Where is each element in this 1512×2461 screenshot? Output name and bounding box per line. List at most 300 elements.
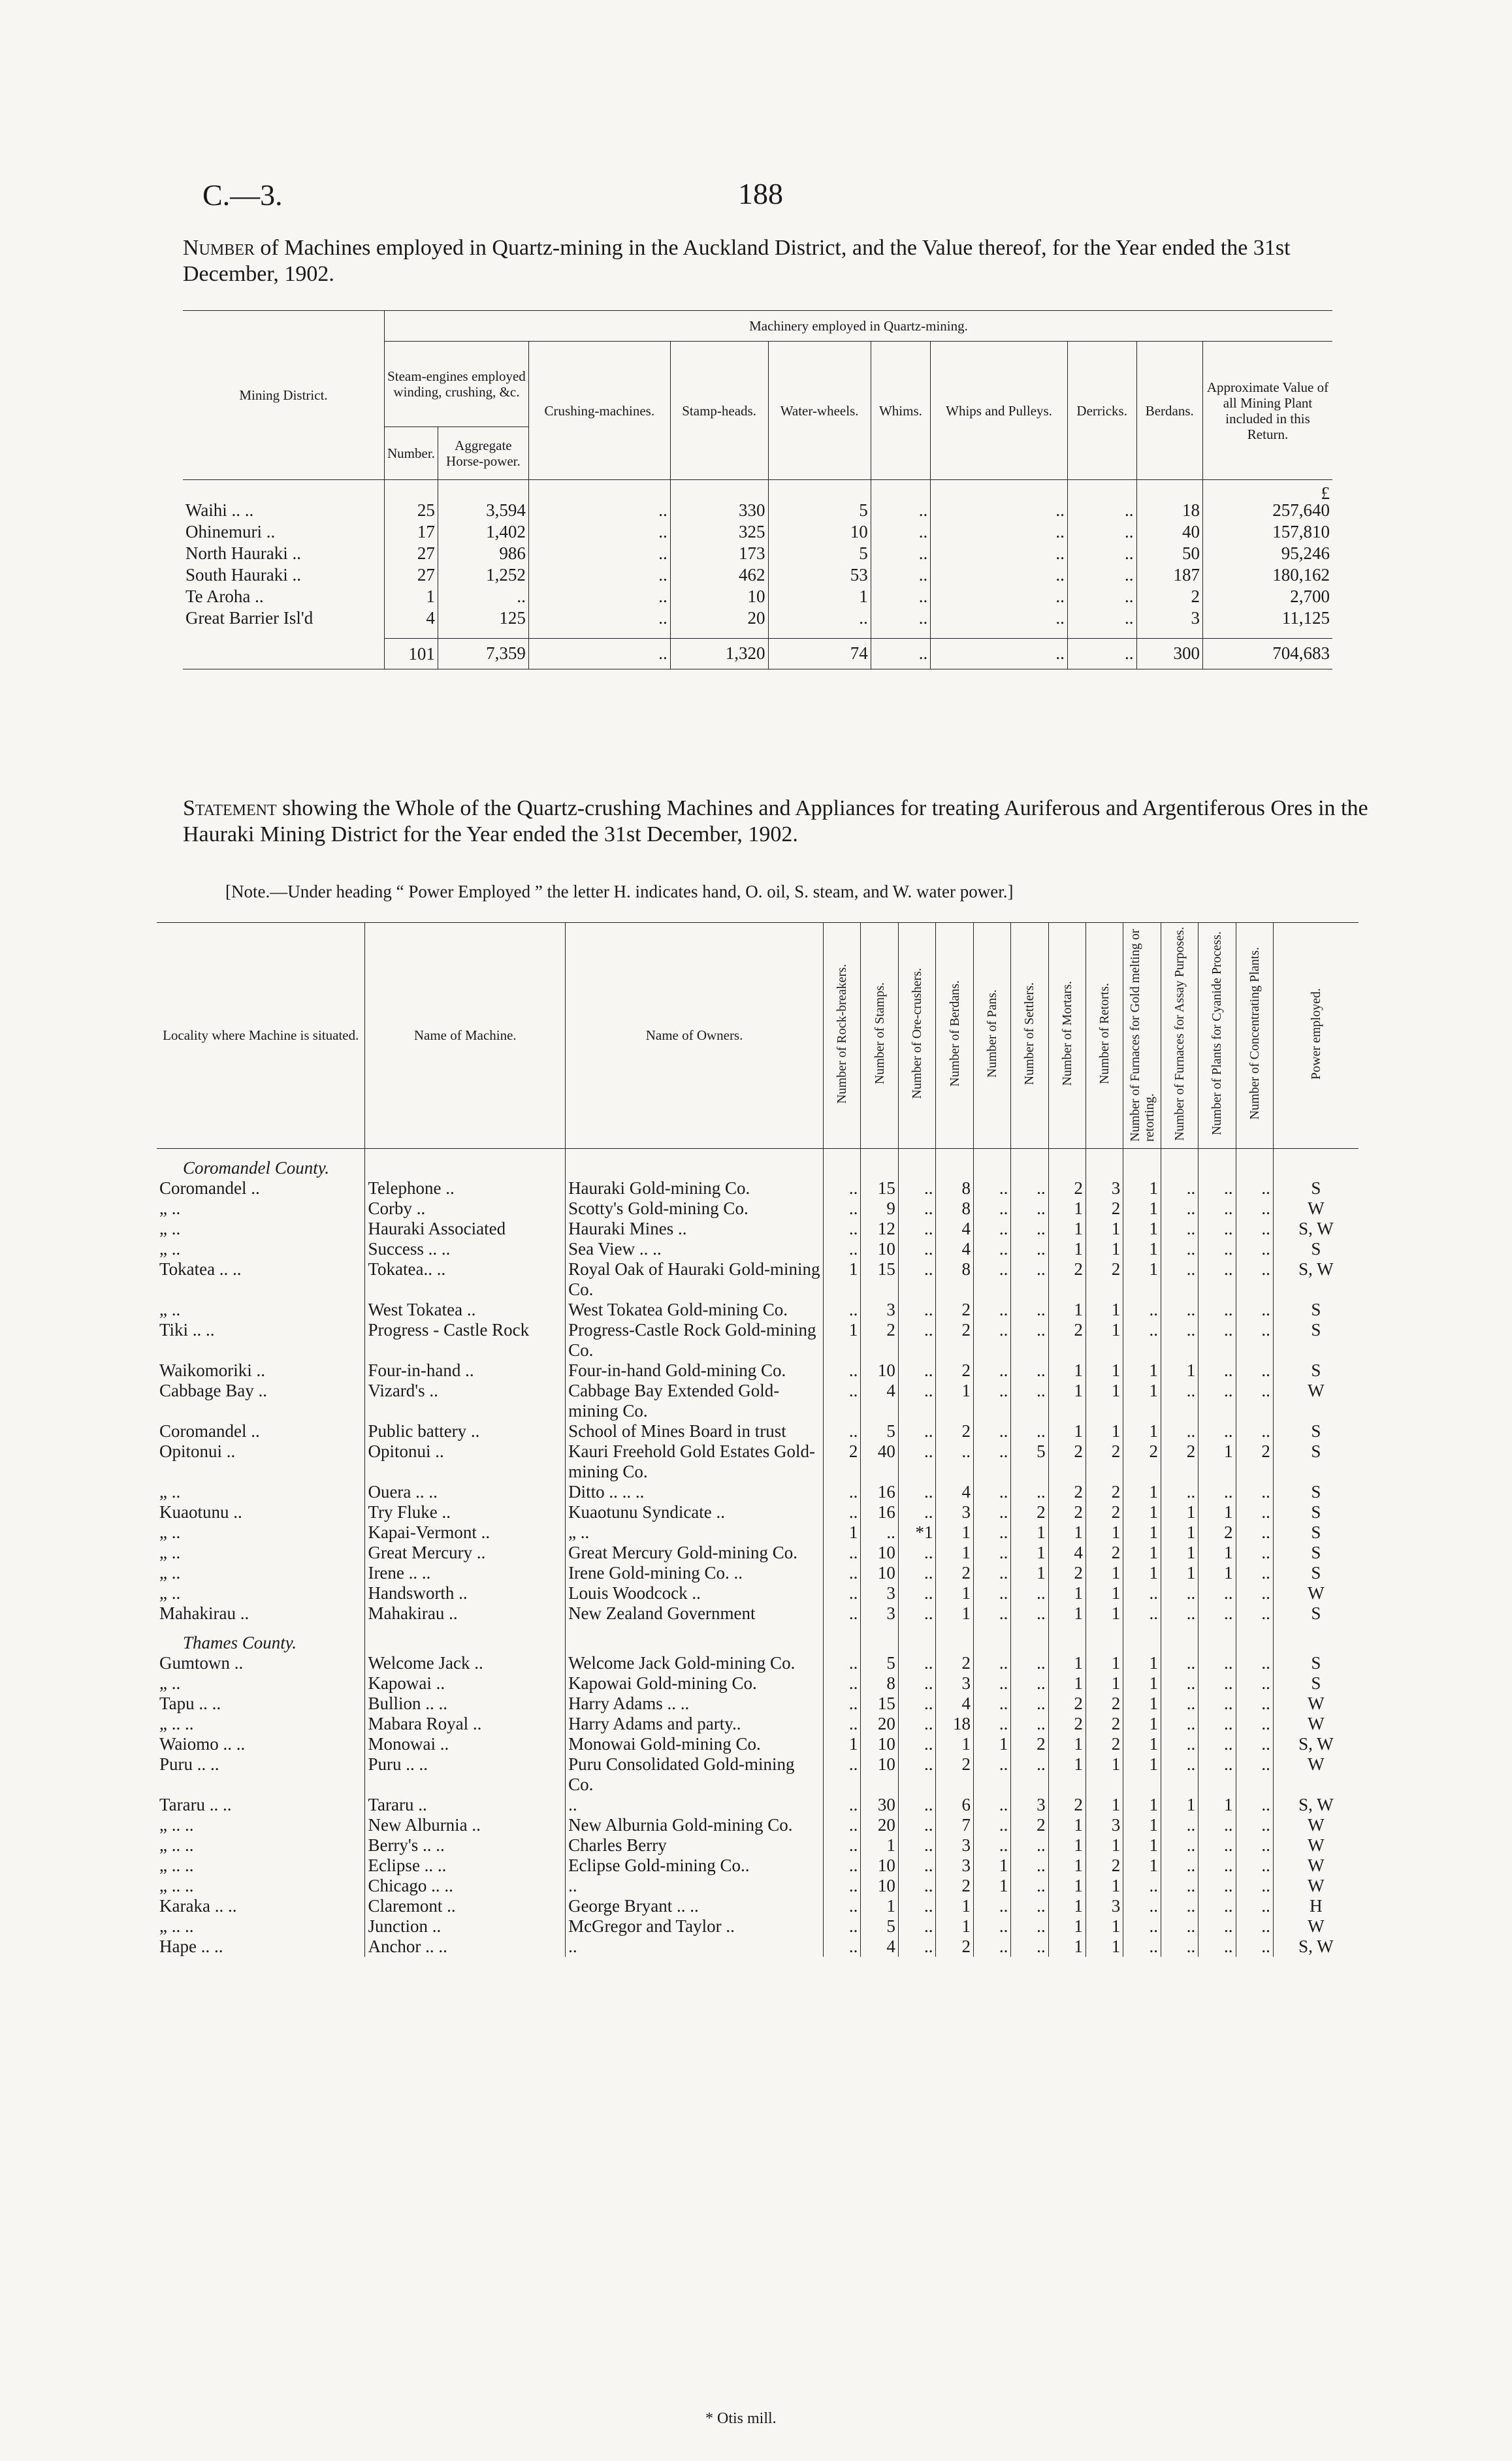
col-mortars: Number of Mortars. bbox=[1059, 981, 1074, 1086]
value-cell: .. bbox=[824, 1482, 861, 1502]
value-cell: .. bbox=[1198, 1815, 1236, 1835]
value-cell: .. bbox=[1123, 1896, 1161, 1916]
value-cell: .. bbox=[974, 1583, 1011, 1603]
value-cell: 1 bbox=[1123, 1421, 1161, 1441]
table-row bbox=[157, 1219, 1359, 1239]
value-cell: .. bbox=[1236, 1673, 1273, 1694]
value-cell: 1 bbox=[1161, 1502, 1198, 1522]
value-cell: 1 bbox=[974, 1856, 1011, 1876]
value-cell: .. bbox=[1123, 1916, 1161, 1937]
table-row: Ohinemuri .. 17 1,402 .. 325 10 .. .. .. 40 157,810 bbox=[183, 521, 1332, 543]
table-row bbox=[157, 1239, 1359, 1259]
table1-title bbox=[183, 235, 1332, 287]
value-cell: .. bbox=[974, 1835, 1011, 1856]
machine-cell: Vizard's .. bbox=[365, 1381, 566, 1421]
value-cell: 1 bbox=[824, 1320, 861, 1360]
locality-cell: Puru .. .. bbox=[159, 1754, 219, 1774]
table-row bbox=[157, 1603, 1359, 1624]
value-cell: 10 bbox=[861, 1876, 899, 1896]
value-cell: .. bbox=[1236, 1502, 1273, 1522]
machine-cell: Ouera .. .. bbox=[365, 1482, 566, 1502]
value-cell: .. bbox=[1198, 1421, 1236, 1441]
value-cell: .. bbox=[1236, 1835, 1273, 1856]
value-cell: .. bbox=[1236, 1896, 1273, 1916]
value-cell: 2 bbox=[1048, 1563, 1086, 1583]
value-cell: .. bbox=[1161, 1239, 1198, 1259]
table-row: Te Aroha .. 1 .. .. 10 1 .. .. .. 2 2,700 bbox=[183, 586, 1332, 607]
col-orecrushers: Number of Ore-crushers. bbox=[910, 968, 925, 1099]
value-cell: .. bbox=[974, 1502, 1011, 1522]
value-cell: 1 bbox=[1086, 1239, 1123, 1259]
value-cell: 8 bbox=[936, 1259, 974, 1300]
value-cell: .. bbox=[898, 1714, 936, 1734]
locality-cell: Tiki .. .. bbox=[159, 1320, 215, 1340]
value-cell: S bbox=[1273, 1320, 1359, 1360]
owner-cell: New Zealand Government bbox=[566, 1603, 824, 1624]
value-cell: .. bbox=[898, 1239, 936, 1259]
table-row bbox=[157, 1502, 1359, 1522]
value-cell: 1 bbox=[1048, 1360, 1086, 1381]
machine-cell: Monowai .. bbox=[365, 1734, 566, 1754]
value-cell: .. bbox=[861, 1522, 899, 1543]
value-cell: .. bbox=[824, 1714, 861, 1734]
value-cell: 10 bbox=[861, 1360, 899, 1381]
value-cell: .. bbox=[1011, 1300, 1048, 1320]
value-cell: .. bbox=[974, 1563, 1011, 1583]
locality-cell: Karaka .. .. bbox=[159, 1896, 237, 1916]
value-cell: .. bbox=[1198, 1219, 1236, 1239]
value-cell: .. bbox=[974, 1198, 1011, 1219]
value-cell: .. bbox=[1198, 1694, 1236, 1714]
value-cell: .. bbox=[1161, 1694, 1198, 1714]
value-cell: 2 bbox=[1086, 1441, 1123, 1482]
value-cell: 1 bbox=[861, 1896, 899, 1916]
value-cell: 2 bbox=[1011, 1502, 1048, 1522]
locality-cell: „ .. bbox=[159, 1673, 181, 1693]
value-cell: 2 bbox=[1123, 1441, 1161, 1482]
value-cell: .. bbox=[1236, 1259, 1273, 1300]
value-cell: .. bbox=[974, 1239, 1011, 1259]
value-cell: .. bbox=[974, 1543, 1011, 1563]
value-cell: 1 bbox=[1048, 1421, 1086, 1441]
value-cell: .. bbox=[1161, 1835, 1198, 1856]
machine-cell: Eclipse .. .. bbox=[365, 1856, 566, 1876]
value-cell: 1 bbox=[1123, 1856, 1161, 1876]
value-cell: .. bbox=[1011, 1673, 1048, 1694]
locality-cell: „ .. .. bbox=[159, 1856, 194, 1875]
value-cell: .. bbox=[1236, 1198, 1273, 1219]
value-cell: .. bbox=[1161, 1673, 1198, 1694]
group-header: Machinery employed in Quartz-mining. bbox=[385, 311, 1333, 342]
value-cell: .. bbox=[1198, 1937, 1236, 1957]
value-cell: .. bbox=[1198, 1300, 1236, 1320]
value-cell: .. bbox=[1011, 1259, 1048, 1300]
value-cell: 1 bbox=[1086, 1795, 1123, 1815]
value-cell: S bbox=[1273, 1502, 1359, 1522]
value-cell: .. bbox=[1161, 1320, 1198, 1360]
value-cell: 2 bbox=[1086, 1482, 1123, 1502]
value-cell: .. bbox=[1161, 1300, 1198, 1320]
value-cell: 1 bbox=[1048, 1937, 1086, 1957]
value-cell: .. bbox=[898, 1178, 936, 1198]
machine-cell: Hauraki Associated bbox=[365, 1219, 566, 1239]
value-cell: 5 bbox=[861, 1916, 899, 1937]
col-berdans2: Number of Berdans. bbox=[947, 980, 962, 1087]
value-cell: .. bbox=[898, 1441, 936, 1482]
value-cell: 2 bbox=[936, 1937, 974, 1957]
machine-cell: Handsworth .. bbox=[365, 1583, 566, 1603]
table-row bbox=[157, 1178, 1359, 1198]
owner-cell: Sea View .. .. bbox=[566, 1239, 824, 1259]
value-cell: .. bbox=[1161, 1259, 1198, 1300]
value-cell: 10 bbox=[861, 1239, 899, 1259]
value-cell: 1 bbox=[1123, 1714, 1161, 1734]
value-cell: .. bbox=[1236, 1543, 1273, 1563]
machine-cell: Success .. .. bbox=[365, 1239, 566, 1259]
table-row bbox=[157, 1583, 1359, 1603]
machine-cell: New Alburnia .. bbox=[365, 1815, 566, 1835]
value-cell: .. bbox=[898, 1543, 936, 1563]
value-cell: .. bbox=[1011, 1603, 1048, 1624]
value-cell: 2 bbox=[1011, 1734, 1048, 1754]
value-cell: .. bbox=[1198, 1583, 1236, 1603]
owner-cell: Great Mercury Gold-mining Co. bbox=[566, 1543, 824, 1563]
locality-cell: „ .. bbox=[159, 1482, 181, 1502]
value-cell: .. bbox=[1161, 1583, 1198, 1603]
value-cell: .. bbox=[936, 1441, 974, 1482]
value-cell: .. bbox=[1198, 1916, 1236, 1937]
value-cell: .. bbox=[1011, 1714, 1048, 1734]
value-cell: .. bbox=[974, 1441, 1011, 1482]
value-cell: 3 bbox=[861, 1603, 899, 1624]
county-heading: Coromandel County. bbox=[183, 1158, 330, 1178]
owner-cell: Royal Oak of Hauraki Gold-mining Co. bbox=[566, 1259, 824, 1300]
value-cell: 1 bbox=[1198, 1543, 1236, 1563]
table-row bbox=[157, 1198, 1359, 1219]
value-cell: .. bbox=[1236, 1653, 1273, 1673]
value-cell: .. bbox=[1236, 1219, 1273, 1239]
value-cell: 1 bbox=[936, 1381, 974, 1421]
col-settlers: Number of Settlers. bbox=[1022, 982, 1037, 1086]
value-cell: 5 bbox=[861, 1421, 899, 1441]
owner-cell: Hauraki Mines .. bbox=[566, 1219, 824, 1239]
value-cell: 2 bbox=[1086, 1714, 1123, 1734]
value-cell: .. bbox=[824, 1300, 861, 1320]
col-rockbreakers: Number of Rock-breakers. bbox=[835, 963, 850, 1104]
locality-cell: Kuaotunu .. bbox=[159, 1502, 242, 1522]
value-cell: .. bbox=[1198, 1482, 1236, 1502]
value-cell: S bbox=[1273, 1673, 1359, 1694]
col-machine: Name of Machine. bbox=[365, 923, 566, 1149]
value-cell: 1 bbox=[936, 1896, 974, 1916]
value-cell: S bbox=[1273, 1360, 1359, 1381]
value-cell: 1 bbox=[1048, 1754, 1086, 1795]
value-cell: 1 bbox=[1161, 1360, 1198, 1381]
col-district: Mining District. bbox=[239, 387, 328, 403]
value-cell: .. bbox=[974, 1421, 1011, 1441]
value-cell: 2 bbox=[824, 1441, 861, 1482]
value-cell: 1 bbox=[1048, 1603, 1086, 1624]
value-cell: 1 bbox=[824, 1734, 861, 1754]
value-cell: 15 bbox=[861, 1259, 899, 1300]
value-cell: .. bbox=[1011, 1583, 1048, 1603]
value-cell: 1 bbox=[1123, 1835, 1161, 1856]
value-cell: W bbox=[1273, 1835, 1359, 1856]
table-row bbox=[157, 1916, 1359, 1937]
value-cell: 2 bbox=[1048, 1694, 1086, 1714]
value-cell: 1 bbox=[1048, 1815, 1086, 1835]
machine-cell: Tokatea.. .. bbox=[365, 1259, 566, 1300]
value-cell: 18 bbox=[936, 1714, 974, 1734]
value-cell: S bbox=[1273, 1300, 1359, 1320]
value-cell: 1 bbox=[936, 1916, 974, 1937]
value-cell: .. bbox=[1011, 1198, 1048, 1219]
machine-cell: Kapowai .. bbox=[365, 1673, 566, 1694]
value-cell: .. bbox=[898, 1198, 936, 1219]
value-cell: 1 bbox=[936, 1522, 974, 1543]
value-cell: .. bbox=[824, 1543, 861, 1563]
value-cell: W bbox=[1273, 1856, 1359, 1876]
value-cell: .. bbox=[974, 1603, 1011, 1624]
value-cell: .. bbox=[898, 1219, 936, 1239]
value-cell: .. bbox=[1011, 1856, 1048, 1876]
value-cell: .. bbox=[1236, 1360, 1273, 1381]
locality-cell: „ .. bbox=[159, 1300, 181, 1319]
value-cell: .. bbox=[898, 1381, 936, 1421]
value-cell: .. bbox=[824, 1381, 861, 1421]
value-cell: 20 bbox=[861, 1815, 899, 1835]
value-cell: .. bbox=[824, 1360, 861, 1381]
owner-cell: Monowai Gold-mining Co. bbox=[566, 1734, 824, 1754]
table-row bbox=[157, 1482, 1359, 1502]
value-cell: .. bbox=[974, 1896, 1011, 1916]
value-cell: 1 bbox=[1123, 1653, 1161, 1673]
value-cell: .. bbox=[1011, 1896, 1048, 1916]
locality-cell: Mahakirau .. bbox=[159, 1603, 249, 1623]
value-cell: 1 bbox=[1123, 1734, 1161, 1754]
value-cell: .. bbox=[974, 1916, 1011, 1937]
locality-cell: Tapu .. .. bbox=[159, 1694, 221, 1713]
power-note: [Note.—Under heading “ Power Employed ” the letter H. indicates hand, O. oil, S. steam, and W. water power.] bbox=[225, 882, 1014, 901]
value-cell: 1 bbox=[824, 1259, 861, 1300]
value-cell: .. bbox=[974, 1795, 1011, 1815]
locality-cell: „ .. .. bbox=[159, 1815, 194, 1835]
value-cell: .. bbox=[898, 1734, 936, 1754]
col-stamps: Number of Stamps. bbox=[872, 982, 887, 1085]
value-cell: .. bbox=[974, 1320, 1011, 1360]
value-cell: W bbox=[1273, 1815, 1359, 1835]
value-cell: 3 bbox=[936, 1856, 974, 1876]
value-cell: 1 bbox=[1048, 1381, 1086, 1421]
value-cell: S, W bbox=[1273, 1734, 1359, 1754]
value-cell: 1 bbox=[1123, 1259, 1161, 1300]
value-cell: 1 bbox=[1198, 1795, 1236, 1815]
value-cell: 16 bbox=[861, 1482, 899, 1502]
value-cell: .. bbox=[1161, 1856, 1198, 1876]
locality-cell: Coromandel .. bbox=[159, 1178, 260, 1198]
value-cell: 2 bbox=[1086, 1543, 1123, 1563]
owner-cell: Puru Consolidated Gold-mining Co. bbox=[566, 1754, 824, 1795]
table-row bbox=[157, 1360, 1359, 1381]
value-cell: 20 bbox=[861, 1714, 899, 1734]
value-cell: .. bbox=[898, 1795, 936, 1815]
locality-cell: „ .. .. bbox=[159, 1835, 194, 1855]
value-cell: .. bbox=[1161, 1876, 1198, 1896]
value-cell: .. bbox=[824, 1178, 861, 1198]
locality-cell: Waikomoriki .. bbox=[159, 1360, 266, 1380]
value-cell: 4 bbox=[936, 1219, 974, 1239]
value-cell: 1 bbox=[1161, 1563, 1198, 1583]
value-cell: .. bbox=[898, 1937, 936, 1957]
value-cell: S, W bbox=[1273, 1795, 1359, 1815]
value-cell: .. bbox=[974, 1522, 1011, 1543]
value-cell: .. bbox=[1198, 1178, 1236, 1198]
owner-cell: Harry Adams and party.. bbox=[566, 1714, 824, 1734]
value-cell: 1 bbox=[974, 1876, 1011, 1896]
value-cell: 1 bbox=[1123, 1795, 1161, 1815]
col-locality: Locality where Machine is situated. bbox=[157, 923, 365, 1149]
table-row bbox=[157, 1835, 1359, 1856]
value-cell: .. bbox=[824, 1583, 861, 1603]
crushing-machines-table bbox=[157, 922, 1359, 1957]
page-number: 188 bbox=[738, 177, 783, 210]
value-cell: .. bbox=[1198, 1896, 1236, 1916]
col-derricks: Derricks. bbox=[1067, 342, 1136, 480]
value-cell: .. bbox=[898, 1421, 936, 1441]
value-cell: 4 bbox=[936, 1239, 974, 1259]
owner-cell: Kuaotunu Syndicate .. bbox=[566, 1502, 824, 1522]
value-cell: 1 bbox=[1086, 1673, 1123, 1694]
value-cell: 1 bbox=[1123, 1178, 1161, 1198]
value-cell: 2 bbox=[1048, 1502, 1086, 1522]
value-cell: 2 bbox=[936, 1876, 974, 1896]
value-cell: 2 bbox=[1236, 1441, 1273, 1482]
value-cell: .. bbox=[898, 1259, 936, 1300]
value-cell: .. bbox=[1123, 1603, 1161, 1624]
value-cell: 2 bbox=[861, 1320, 899, 1360]
value-cell: 10 bbox=[861, 1856, 899, 1876]
value-cell: 2 bbox=[936, 1421, 974, 1441]
value-cell: .. bbox=[1236, 1178, 1273, 1198]
value-cell: 6 bbox=[936, 1795, 974, 1815]
col-number: Number. bbox=[385, 427, 438, 480]
value-cell: .. bbox=[898, 1876, 936, 1896]
value-cell: 3 bbox=[1086, 1815, 1123, 1835]
value-cell: 2 bbox=[936, 1754, 974, 1795]
value-cell: .. bbox=[824, 1198, 861, 1219]
value-cell: S bbox=[1273, 1522, 1359, 1543]
value-cell: .. bbox=[1236, 1421, 1273, 1441]
value-cell: 1 bbox=[936, 1603, 974, 1624]
owner-cell: „ .. bbox=[566, 1522, 824, 1543]
value-cell: .. bbox=[1236, 1381, 1273, 1421]
locality-cell: Opitonui .. bbox=[159, 1441, 236, 1461]
value-cell: .. bbox=[1161, 1916, 1198, 1937]
value-cell: .. bbox=[974, 1653, 1011, 1673]
value-cell: 1 bbox=[1123, 1198, 1161, 1219]
table-row: South Hauraki .. 27 1,252 .. 462 53 .. .. .. 187 180,162 bbox=[183, 564, 1332, 586]
value-cell: .. bbox=[974, 1714, 1011, 1734]
value-cell: W bbox=[1273, 1381, 1359, 1421]
value-cell: W bbox=[1273, 1198, 1359, 1219]
table-row bbox=[157, 1694, 1359, 1714]
value-cell: .. bbox=[898, 1603, 936, 1624]
value-cell: 4 bbox=[936, 1482, 974, 1502]
value-cell: S bbox=[1273, 1603, 1359, 1624]
table-row bbox=[157, 1876, 1359, 1896]
value-cell: .. bbox=[1011, 1320, 1048, 1360]
table-row bbox=[157, 1320, 1359, 1360]
value-cell: .. bbox=[824, 1815, 861, 1835]
value-cell: W bbox=[1273, 1876, 1359, 1896]
value-cell: .. bbox=[1011, 1381, 1048, 1421]
value-cell: .. bbox=[824, 1916, 861, 1937]
machine-cell: West Tokatea .. bbox=[365, 1300, 566, 1320]
value-cell: .. bbox=[974, 1673, 1011, 1694]
table-row bbox=[157, 1563, 1359, 1583]
value-cell: .. bbox=[1011, 1835, 1048, 1856]
value-cell: 1 bbox=[1198, 1502, 1236, 1522]
locality-cell: „ .. bbox=[159, 1543, 181, 1562]
locality-cell: „ .. .. bbox=[159, 1876, 194, 1895]
locality-cell: „ .. bbox=[159, 1219, 181, 1238]
value-cell: .. bbox=[1011, 1178, 1048, 1198]
machine-cell: Welcome Jack .. bbox=[365, 1653, 566, 1673]
value-cell: 1 bbox=[1161, 1543, 1198, 1563]
value-cell: 5 bbox=[861, 1653, 899, 1673]
value-cell: .. bbox=[1236, 1522, 1273, 1543]
machine-cell: Try Fluke .. bbox=[365, 1502, 566, 1522]
value-cell: .. bbox=[974, 1300, 1011, 1320]
value-cell: 10 bbox=[861, 1734, 899, 1754]
value-cell: 4 bbox=[1048, 1543, 1086, 1563]
value-cell: 1 bbox=[1161, 1522, 1198, 1543]
owner-cell: Ditto .. .. .. bbox=[566, 1482, 824, 1502]
value-cell: 16 bbox=[861, 1502, 899, 1522]
machines-table bbox=[183, 310, 1332, 669]
value-cell: 1 bbox=[1011, 1522, 1048, 1543]
value-cell: .. bbox=[824, 1795, 861, 1815]
value-cell: .. bbox=[824, 1876, 861, 1896]
machine-cell: Four-in-hand .. bbox=[365, 1360, 566, 1381]
value-cell: .. bbox=[1198, 1835, 1236, 1856]
value-cell: .. bbox=[1161, 1937, 1198, 1957]
value-cell: 2 bbox=[1086, 1694, 1123, 1714]
owner-cell: School of Mines Board in trust bbox=[566, 1421, 824, 1441]
machine-cell: Anchor .. .. bbox=[365, 1937, 566, 1957]
value-cell: .. bbox=[824, 1694, 861, 1714]
value-cell: .. bbox=[824, 1219, 861, 1239]
value-cell: .. bbox=[974, 1259, 1011, 1300]
value-cell: S bbox=[1273, 1543, 1359, 1563]
value-cell: 1 bbox=[1123, 1360, 1161, 1381]
value-cell: .. bbox=[898, 1653, 936, 1673]
locality-cell: „ .. bbox=[159, 1239, 181, 1259]
table-row bbox=[157, 1714, 1359, 1734]
value-cell: 1 bbox=[1086, 1583, 1123, 1603]
owner-cell: Irene Gold-mining Co. .. bbox=[566, 1563, 824, 1583]
col-value: Approximate Value of all Mining Plant included in this Return. bbox=[1203, 342, 1333, 480]
value-cell: 1 bbox=[1123, 1673, 1161, 1694]
value-cell: .. bbox=[824, 1563, 861, 1583]
value-cell: W bbox=[1273, 1714, 1359, 1734]
table-row bbox=[157, 1673, 1359, 1694]
value-cell: .. bbox=[1236, 1876, 1273, 1896]
value-cell: 2 bbox=[936, 1320, 974, 1360]
value-cell: 1 bbox=[1086, 1381, 1123, 1421]
value-cell: S bbox=[1273, 1563, 1359, 1583]
value-cell: 1 bbox=[1086, 1916, 1123, 1937]
